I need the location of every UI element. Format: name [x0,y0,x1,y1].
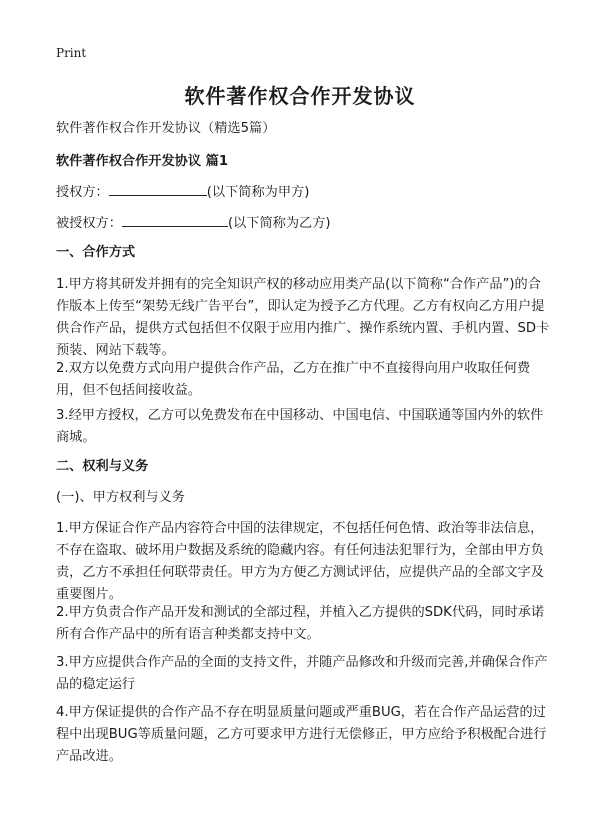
licensor-suffix: (以下简称为甲方) [206,185,310,200]
paragraph-1: 1.甲方将其研发并拥有的完全知识产权的移动应用类产品(以下简称“合作产品”)的合作版本上传至“架势无线广告平台”，即认定为授予乙方代理。乙方有权向乙方用户提供合作产品，提供方式包括但不仅限于应用内推广、操作系统内置、手机内置、SD卡预装、网站下载等。 [56,277,550,358]
heading-cooperation: 一、合作方式 [56,245,136,260]
paragraph-2: 2.双方以免费方式向用户提供合作产品，乙方在推广中不直接得向用户收取任何费用，但不包括间接收益。 [56,361,531,398]
paragraph-4: 1.甲方保证合作产品内容符合中国的法律规定，不包括任何色情、政治等非法信息，不存在盗取、破坏用户数据及系统的隐藏内容。有任何违法犯罪行为，全部由甲方负责，乙方不承担任何联带责任。甲方为方便乙方测试评估，应提供产品的全部文字及重要图片。 [56,521,544,602]
print-link[interactable]: Print [56,46,87,60]
licensor-blank [109,181,207,196]
document-subtitle: 软件著作权合作开发协议（精选5篇） [56,121,276,136]
licensor-line [56,181,550,204]
licensee-label: 被授权方： [56,216,122,231]
licensee-line [56,212,550,235]
subheading-party-a: (一)、甲方权利与义务 [56,490,185,505]
heading-rights: 二、权利与义务 [56,459,149,474]
licensor-label: 授权方： [56,185,109,200]
paragraph-6: 3.甲方应提供合作产品的全面的支持文件，并随产品修改和升级而完善,并确保合作产品的稳定运行 [56,655,548,692]
document-title: 软件著作权合作开发协议 [184,84,416,108]
licensee-suffix: (以下简称为乙方) [227,216,331,231]
licensee-blank [122,212,228,227]
paragraph-3: 3.经甲方授权，乙方可以免费发布在中国移动、中国电信、中国联通等国内外的软件商城。 [56,408,544,445]
section-title: 软件著作权合作开发协议 篇1 [56,154,229,169]
paragraph-5: 2.甲方负责合作产品开发和测试的全部过程，并植入乙方提供的SDK代码，同时承诺所有合作产品中的所有语言种类都支持中文。 [56,605,545,642]
paragraph-7: 4.甲方保证提供的合作产品不存在明显质量问题或严重BUG，若在合作产品运营的过程中出现BUG等质量问题，乙方可要求甲方进行无偿修正，甲方应给予积极配合进行产品改进。 [56,705,547,764]
